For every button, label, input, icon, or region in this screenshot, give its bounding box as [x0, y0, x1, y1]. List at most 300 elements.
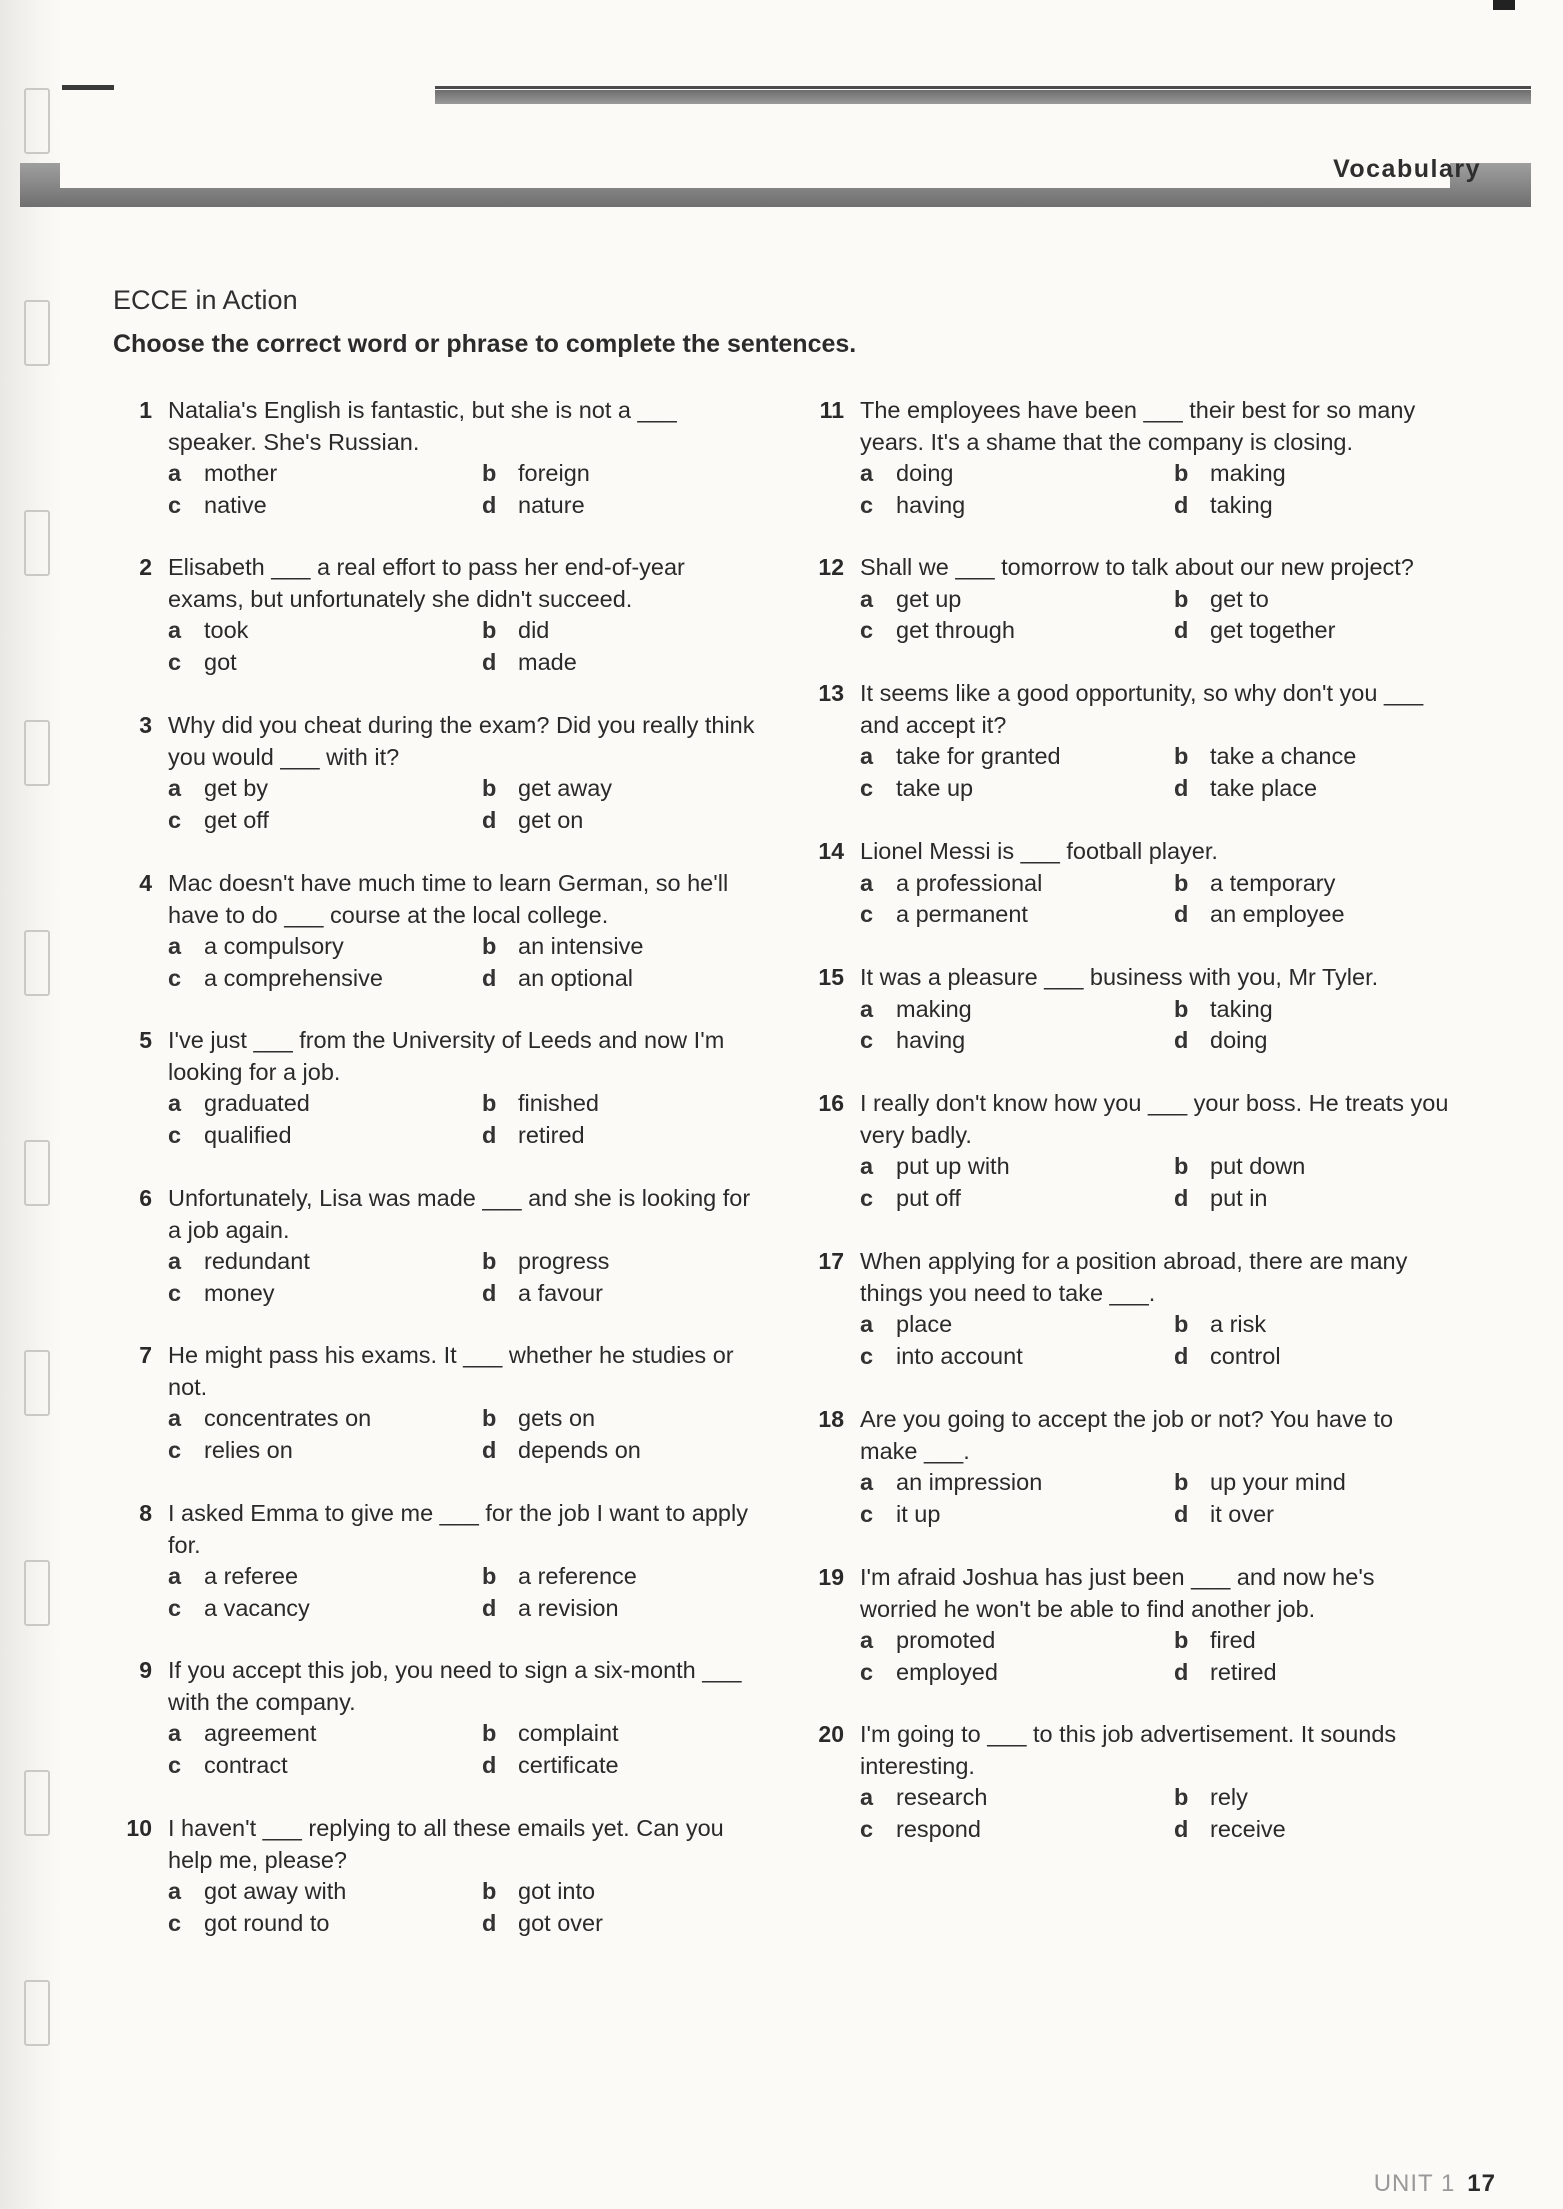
option-letter: d	[1174, 901, 1189, 927]
option-text: place	[896, 1311, 953, 1337]
option-letter: a	[860, 1311, 874, 1337]
option-text: concentrates on	[204, 1405, 372, 1431]
option-letter: d	[482, 1909, 497, 1936]
option-text: having	[896, 1027, 966, 1053]
question-item	[108, 710, 782, 836]
answer-option[interactable]	[1174, 868, 1474, 900]
option-letter: d	[482, 1121, 497, 1148]
option-text: a favour	[518, 1279, 603, 1306]
question-item	[800, 836, 1474, 931]
answer-option[interactable]	[168, 615, 482, 647]
answer-option[interactable]	[1174, 1814, 1474, 1846]
answer-option[interactable]	[168, 1403, 482, 1435]
answer-option[interactable]	[482, 773, 782, 805]
option-text: depends on	[518, 1436, 641, 1463]
option-letter: c	[860, 491, 874, 518]
answer-options	[860, 1467, 1474, 1530]
option-letter: d	[482, 1436, 497, 1463]
answer-option[interactable]	[860, 1657, 1174, 1689]
option-letter: b	[1174, 743, 1189, 769]
binder-hole	[24, 1980, 50, 2046]
answer-option[interactable]	[860, 1309, 1174, 1341]
option-text: get off	[204, 806, 269, 833]
answer-option[interactable]	[1174, 615, 1474, 647]
answer-options	[860, 584, 1474, 647]
answer-option[interactable]	[860, 584, 1174, 616]
answer-option[interactable]	[168, 1120, 482, 1152]
answer-option[interactable]	[168, 490, 482, 522]
question-number: 2	[139, 554, 152, 580]
option-letter: d	[1174, 1027, 1189, 1053]
option-text: rely	[1210, 1784, 1248, 1810]
question-stem: Natalia's English is fantastic, but she is not a ___ speaker. She's Russian.	[168, 397, 677, 455]
question-number: 16	[818, 1090, 844, 1116]
option-text: doing	[1210, 1027, 1268, 1053]
answer-option[interactable]	[860, 458, 1174, 490]
option-text: progress	[518, 1248, 610, 1274]
top-rule	[435, 86, 1531, 89]
option-text: finished	[518, 1090, 599, 1116]
answer-option[interactable]	[168, 1908, 482, 1940]
option-text: get on	[518, 806, 584, 833]
answer-option[interactable]	[860, 899, 1174, 931]
answer-options	[168, 773, 782, 836]
answer-option[interactable]	[482, 963, 782, 995]
answer-options	[168, 615, 782, 678]
option-letter: b	[482, 1878, 497, 1904]
option-text: made	[518, 648, 577, 675]
question-number: 6	[139, 1185, 152, 1211]
option-text: receive	[1210, 1815, 1286, 1842]
answer-option[interactable]	[1174, 1341, 1474, 1373]
option-text: got over	[518, 1909, 603, 1936]
option-letter: b	[1174, 585, 1189, 612]
option-text: a vacancy	[204, 1594, 310, 1621]
answer-option[interactable]	[860, 1183, 1174, 1215]
option-letter: d	[1174, 617, 1189, 643]
answer-option[interactable]	[482, 490, 782, 522]
question-item	[800, 1088, 1474, 1214]
question-number: 7	[139, 1342, 152, 1368]
option-text: did	[518, 617, 550, 643]
option-text: taking	[1210, 995, 1273, 1022]
answer-options	[168, 1088, 782, 1151]
answer-option[interactable]	[1174, 741, 1474, 773]
answer-option[interactable]	[168, 963, 482, 995]
question-number: 8	[139, 1500, 152, 1526]
option-text: take up	[896, 774, 974, 801]
answer-option[interactable]	[168, 773, 482, 805]
option-letter: d	[1174, 1500, 1189, 1527]
question-stem: Why did you cheat during the exam? Did you really think you would ___ with it?	[168, 712, 755, 770]
binder-hole	[24, 1560, 50, 1626]
answer-option[interactable]	[482, 647, 782, 679]
page-corner-mark	[1493, 0, 1515, 10]
answer-option[interactable]	[168, 458, 482, 490]
option-letter: d	[482, 1594, 497, 1621]
answer-option[interactable]	[482, 1278, 782, 1310]
answer-option[interactable]	[1174, 773, 1474, 805]
option-letter: d	[482, 648, 497, 675]
option-text: get away	[518, 775, 613, 801]
answer-option[interactable]	[1174, 1025, 1474, 1057]
answer-option[interactable]	[860, 741, 1174, 773]
question-stem: It seems like a good opportunity, so why don't you ___ and accept it?	[860, 680, 1424, 738]
answer-option[interactable]	[168, 805, 482, 837]
option-letter: d	[1174, 491, 1189, 518]
option-text: get through	[896, 617, 1015, 643]
question-item	[108, 1183, 782, 1309]
option-letter: d	[1174, 1342, 1189, 1369]
option-text: an intensive	[518, 933, 644, 959]
answer-option[interactable]	[860, 994, 1174, 1026]
option-text: take for granted	[896, 743, 1061, 769]
option-text: got into	[518, 1878, 596, 1904]
answer-option[interactable]	[482, 805, 782, 837]
option-letter: b	[482, 933, 497, 959]
answer-option[interactable]	[482, 1750, 782, 1782]
option-text: took	[204, 617, 249, 643]
option-text: nature	[518, 491, 585, 518]
option-letter: b	[482, 1563, 497, 1589]
answer-option[interactable]	[860, 1025, 1174, 1057]
question-stem: I'm afraid Joshua has just been ___ and now he's worried he won't be able to find another job.	[860, 1564, 1375, 1622]
answer-option[interactable]	[1174, 1499, 1474, 1531]
answer-option[interactable]	[482, 458, 782, 490]
option-text: relies on	[204, 1436, 293, 1463]
option-letter: c	[860, 774, 874, 801]
question-stem: Shall we ___ tomorrow to talk about our new project?	[860, 554, 1414, 580]
answer-option[interactable]	[482, 1718, 782, 1750]
answer-options	[860, 458, 1474, 521]
option-text: retired	[1210, 1658, 1277, 1685]
question-item	[108, 1340, 782, 1466]
answer-option[interactable]	[168, 1278, 482, 1310]
answer-option[interactable]	[168, 1718, 482, 1750]
option-letter: b	[1174, 995, 1189, 1022]
option-letter: c	[860, 1184, 874, 1211]
answer-option[interactable]	[168, 931, 482, 963]
binder-hole	[24, 1350, 50, 1416]
answer-option[interactable]	[168, 1750, 482, 1782]
question-number: 19	[818, 1564, 844, 1590]
option-text: graduated	[204, 1090, 310, 1116]
question-item	[800, 1719, 1474, 1845]
answer-option[interactable]	[860, 868, 1174, 900]
option-text: put down	[1210, 1153, 1306, 1179]
option-text: a permanent	[896, 901, 1028, 927]
answer-options	[860, 741, 1474, 804]
option-letter: b	[1174, 1627, 1189, 1653]
answer-option[interactable]	[860, 1814, 1174, 1846]
question-item	[108, 1025, 782, 1151]
option-letter: a	[168, 1090, 182, 1116]
option-letter: c	[860, 1815, 874, 1842]
option-letter: c	[860, 1342, 874, 1369]
option-letter: d	[1174, 1658, 1189, 1685]
question-number: 13	[818, 680, 844, 706]
option-letter: c	[168, 491, 182, 518]
option-letter: c	[168, 1436, 182, 1463]
option-letter: a	[860, 460, 874, 486]
answer-option[interactable]	[860, 773, 1174, 805]
answer-option[interactable]	[1174, 899, 1474, 931]
answer-option[interactable]	[482, 615, 782, 647]
answer-option[interactable]	[1174, 490, 1474, 522]
binder-hole	[24, 720, 50, 786]
option-text: it over	[1210, 1500, 1274, 1527]
answer-option[interactable]	[1174, 1309, 1474, 1341]
option-text: get by	[204, 775, 269, 801]
binder-hole	[24, 1770, 50, 1836]
option-letter: c	[860, 1027, 874, 1053]
option-text: research	[896, 1784, 988, 1810]
option-letter: c	[168, 964, 182, 991]
option-letter: a	[168, 775, 182, 801]
question-number: 4	[139, 870, 152, 896]
question-item	[800, 962, 1474, 1057]
answer-option[interactable]	[482, 1561, 782, 1593]
answer-option[interactable]	[1174, 458, 1474, 490]
question-stem: Mac doesn't have much time to learn German, so he'll have to do ___ course at the local college.	[168, 870, 729, 928]
option-text: promoted	[896, 1627, 996, 1653]
question-item	[108, 395, 782, 521]
option-text: complaint	[518, 1720, 619, 1746]
option-text: control	[1210, 1342, 1281, 1369]
answer-option[interactable]	[482, 1246, 782, 1278]
question-item	[800, 1246, 1474, 1372]
option-letter: b	[1174, 1153, 1189, 1179]
option-letter: b	[1174, 1311, 1189, 1337]
option-text: making	[1210, 460, 1286, 486]
option-letter: a	[860, 743, 874, 769]
option-text: respond	[896, 1815, 981, 1842]
option-letter: a	[860, 1469, 874, 1495]
answer-option[interactable]	[860, 615, 1174, 647]
answer-option[interactable]	[482, 1403, 782, 1435]
option-text: it up	[896, 1500, 941, 1527]
question-item	[800, 678, 1474, 804]
option-letter: b	[482, 1405, 497, 1431]
answer-option[interactable]	[482, 1593, 782, 1625]
question-stem: He might pass his exams. It ___ whether he studies or not.	[168, 1342, 734, 1400]
question-number: 14	[818, 838, 844, 864]
option-letter: a	[168, 1405, 182, 1431]
answer-option[interactable]	[482, 1876, 782, 1908]
option-letter: a	[860, 1784, 874, 1810]
question-number: 12	[818, 554, 844, 580]
question-stem: When applying for a position abroad, there are many things you need to take ___.	[860, 1248, 1408, 1306]
option-letter: b	[1174, 869, 1189, 896]
option-text: an impression	[896, 1469, 1043, 1495]
option-text: put off	[896, 1184, 961, 1211]
option-letter: c	[860, 1500, 874, 1527]
option-letter: a	[860, 869, 874, 896]
option-text: foreign	[518, 460, 590, 486]
option-letter: c	[168, 1121, 182, 1148]
option-text: certificate	[518, 1751, 619, 1778]
answer-option[interactable]	[1174, 1657, 1474, 1689]
answer-option[interactable]	[168, 647, 482, 679]
answer-option[interactable]	[168, 1561, 482, 1593]
question-stem: I haven't ___ replying to all these emails yet. Can you help me, please?	[168, 1815, 724, 1873]
binder-hole	[24, 300, 50, 366]
header-band-mask	[60, 150, 1450, 188]
question-number: 9	[139, 1657, 152, 1683]
option-letter: c	[860, 617, 874, 643]
answer-option[interactable]	[860, 1499, 1174, 1531]
option-letter: d	[482, 1751, 497, 1778]
option-text: contract	[204, 1751, 288, 1778]
option-letter: b	[482, 617, 497, 643]
page-footer	[1374, 2170, 1496, 2198]
answer-option[interactable]	[168, 1246, 482, 1278]
option-text: a revision	[518, 1594, 619, 1621]
answer-option[interactable]	[860, 1467, 1174, 1499]
question-number: 18	[818, 1406, 844, 1432]
binder-hole	[24, 1140, 50, 1206]
option-text: retired	[518, 1121, 585, 1148]
answer-options	[860, 1309, 1474, 1372]
section-header: Vocabulary	[1333, 155, 1481, 183]
option-text: a reference	[518, 1563, 637, 1589]
answer-option[interactable]	[1174, 584, 1474, 616]
answer-option[interactable]	[168, 1593, 482, 1625]
option-text: take place	[1210, 774, 1318, 801]
question-number: 3	[139, 712, 152, 738]
option-letter: a	[168, 933, 182, 959]
option-text: agreement	[204, 1720, 317, 1746]
option-text: take a chance	[1210, 743, 1357, 769]
answer-option[interactable]	[1174, 1625, 1474, 1657]
option-text: an employee	[1210, 901, 1345, 927]
option-letter: d	[1174, 774, 1189, 801]
question-item	[108, 1655, 782, 1781]
option-text: a compulsory	[204, 933, 344, 959]
question-item	[800, 395, 1474, 521]
answer-options	[860, 1782, 1474, 1845]
question-number: 20	[818, 1721, 844, 1747]
option-letter: c	[168, 806, 182, 833]
option-letter: b	[1174, 1784, 1189, 1810]
answer-option[interactable]	[482, 1120, 782, 1152]
answer-option[interactable]	[1174, 1782, 1474, 1814]
option-letter: a	[860, 1153, 874, 1179]
top-rule-band	[435, 90, 1531, 104]
question-stem: The employees have been ___ their best for so many years. It's a shame that the company is closing.	[860, 397, 1416, 455]
question-number: 5	[139, 1027, 152, 1053]
option-letter: c	[168, 1594, 182, 1621]
question-item	[108, 552, 782, 678]
answer-option[interactable]	[860, 1151, 1174, 1183]
option-text: taking	[1210, 491, 1273, 518]
option-text: get together	[1210, 617, 1336, 643]
question-stem: I'm going to ___ to this job advertisement. It sounds interesting.	[860, 1721, 1397, 1779]
option-letter: c	[168, 1279, 182, 1306]
option-text: a referee	[204, 1563, 299, 1589]
answer-options	[860, 868, 1474, 931]
answer-options	[168, 1561, 782, 1624]
answer-option[interactable]	[482, 1088, 782, 1120]
answer-options	[168, 1876, 782, 1939]
answer-option[interactable]	[482, 1908, 782, 1940]
option-text: redundant	[204, 1248, 310, 1274]
answer-option[interactable]	[1174, 1467, 1474, 1499]
option-text: a comprehensive	[204, 964, 383, 991]
answer-options	[168, 1403, 782, 1466]
option-letter: d	[482, 491, 497, 518]
option-letter: a	[860, 585, 874, 612]
corner-rule	[62, 85, 114, 90]
question-item	[800, 1562, 1474, 1688]
question-item	[800, 1404, 1474, 1530]
option-text: employed	[896, 1658, 998, 1685]
unit-label: UNIT 1	[1373, 2170, 1456, 2197]
answer-option[interactable]	[860, 1341, 1174, 1373]
option-letter: a	[168, 460, 182, 486]
option-text: a risk	[1210, 1311, 1267, 1337]
answer-option[interactable]	[860, 1625, 1174, 1657]
option-letter: c	[168, 648, 182, 675]
option-letter: d	[482, 806, 497, 833]
option-letter: d	[1174, 1815, 1189, 1842]
option-letter: a	[168, 617, 182, 643]
answer-options	[860, 994, 1474, 1057]
option-text: a temporary	[1210, 869, 1336, 896]
option-text: having	[896, 491, 966, 518]
option-letter: c	[168, 1909, 182, 1936]
option-letter: a	[860, 995, 874, 1022]
answer-options	[168, 1718, 782, 1781]
answer-option[interactable]	[1174, 1183, 1474, 1215]
answer-option[interactable]	[482, 931, 782, 963]
answer-option[interactable]	[1174, 994, 1474, 1026]
answer-option[interactable]	[860, 490, 1174, 522]
option-letter: b	[482, 1090, 497, 1116]
question-stem: I really don't know how you ___ your boss. He treats you very badly.	[860, 1090, 1449, 1148]
option-text: into account	[896, 1342, 1023, 1369]
option-text: qualified	[204, 1121, 292, 1148]
answer-options	[168, 458, 782, 521]
answer-option[interactable]	[168, 1876, 482, 1908]
option-letter: c	[860, 901, 874, 927]
answer-options	[168, 931, 782, 994]
answer-option[interactable]	[1174, 1151, 1474, 1183]
option-text: making	[896, 995, 972, 1022]
option-letter: a	[860, 1627, 874, 1653]
question-number: 17	[818, 1248, 844, 1274]
option-text: put in	[1210, 1184, 1268, 1211]
option-letter: b	[482, 1248, 497, 1274]
answer-option[interactable]	[168, 1088, 482, 1120]
option-letter: b	[1174, 460, 1189, 486]
option-text: native	[204, 491, 267, 518]
question-stem: I've just ___ from the University of Leeds and now I'm looking for a job.	[168, 1027, 725, 1085]
question-stem: Elisabeth ___ a real effort to pass her end-of-year exams, but unfortunately she didn't succeed.	[168, 554, 685, 612]
option-letter: d	[1174, 1184, 1189, 1211]
option-text: fired	[1210, 1627, 1256, 1653]
answer-options	[168, 1246, 782, 1309]
binder-hole	[24, 88, 50, 154]
question-item	[108, 1813, 782, 1939]
option-text: get up	[896, 585, 962, 612]
option-text: up your mind	[1210, 1469, 1346, 1495]
option-letter: b	[482, 1720, 497, 1746]
question-stem: Are you going to accept the job or not? You have to make ___.	[860, 1406, 1394, 1464]
answer-option[interactable]	[482, 1435, 782, 1467]
answer-option[interactable]	[860, 1782, 1174, 1814]
answer-option[interactable]	[168, 1435, 482, 1467]
